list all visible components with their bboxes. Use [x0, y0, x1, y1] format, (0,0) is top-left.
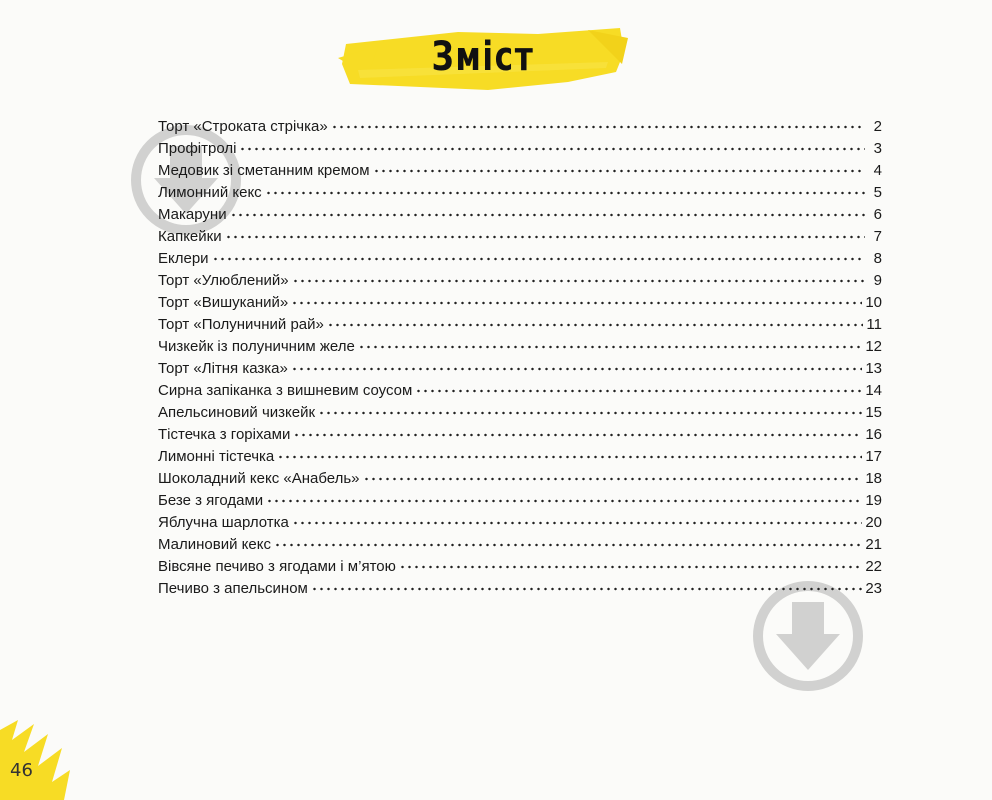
toc-row [158, 226, 882, 248]
toc-page-number: 15 [865, 404, 882, 421]
toc-row [158, 578, 882, 600]
toc-page-number: 6 [873, 206, 882, 223]
toc-page-number: 12 [865, 338, 882, 355]
toc-row [158, 556, 882, 578]
toc-page-number: 23 [865, 580, 882, 597]
toc-page-number: 14 [865, 382, 882, 399]
toc-page-number: 2 [873, 118, 882, 135]
toc-entry-title: Профітролі [158, 140, 237, 157]
dot-leader [331, 125, 865, 129]
toc-row [158, 446, 882, 468]
toc-entry-title: Медовик зі сметанним кремом [158, 162, 370, 179]
toc-entry-title: Яблучна шарлотка [158, 514, 289, 531]
toc-page-number: 11 [866, 316, 882, 333]
toc-row [158, 292, 882, 314]
dot-leader [274, 543, 862, 547]
corner-brush-stroke [0, 700, 70, 800]
toc-entry-title: Печиво з апельсином [158, 580, 308, 597]
toc-page-number: 9 [873, 272, 882, 289]
toc-entry-title: Торт «Літня казка» [158, 360, 288, 377]
dot-leader [363, 477, 863, 481]
toc-row [158, 182, 882, 204]
dot-leader [266, 499, 862, 503]
toc-page-number: 10 [865, 294, 882, 311]
toc-entry-title: Малиновий кекс [158, 536, 271, 553]
dot-leader [239, 147, 865, 151]
toc-row [158, 314, 882, 336]
toc-row [158, 402, 882, 424]
toc-page-number: 3 [873, 140, 882, 157]
dot-leader [293, 433, 862, 437]
dot-leader [277, 455, 862, 459]
dot-leader [212, 257, 865, 261]
toc-row [158, 138, 882, 160]
toc-entry-title: Капкейки [158, 228, 222, 245]
dot-leader [292, 279, 865, 283]
toc-page-number: 13 [865, 360, 882, 377]
toc-row [158, 512, 882, 534]
dot-leader [373, 169, 865, 173]
toc-row [158, 160, 882, 182]
toc-page-number: 17 [865, 448, 882, 465]
toc-page-number: 4 [873, 162, 882, 179]
toc-entry-title: Торт «Полуничний рай» [158, 316, 324, 333]
page-number: 46 [10, 760, 33, 781]
toc-entry-title: Вівсяне печиво з ягодами і м’ятою [158, 558, 396, 575]
toc-entry-title: Чизкейк із полуничним желе [158, 338, 355, 355]
dot-leader [311, 587, 862, 591]
toc-entry-title: Торт «Вишуканий» [158, 294, 289, 311]
toc-entry-title: Шоколадний кекс «Анабель» [158, 470, 360, 487]
dot-leader [415, 389, 862, 393]
table-of-contents [158, 116, 882, 600]
page-title: Зміст [431, 34, 535, 80]
dot-leader [358, 345, 863, 349]
dot-leader [265, 191, 865, 195]
toc-row [158, 490, 882, 512]
toc-page-number: 22 [865, 558, 882, 575]
toc-entry-title: Безе з ягодами [158, 492, 264, 509]
toc-page-number: 5 [873, 184, 882, 201]
toc-row [158, 248, 882, 270]
toc-entry-title: Торт «Строката стрічка» [158, 118, 328, 135]
dot-leader [327, 323, 864, 327]
dot-leader [399, 565, 862, 569]
toc-row [158, 270, 882, 292]
toc-row [158, 380, 882, 402]
toc-entry-title: Торт «Улюблений» [158, 272, 289, 289]
toc-row [158, 204, 882, 226]
toc-entry-title: Тістечка з горіхами [158, 426, 291, 443]
toc-page-number: 21 [865, 536, 882, 553]
dot-leader [291, 301, 862, 305]
toc-entry-title: Макаруни [158, 206, 227, 223]
toc-entry-title: Лимонні тістечка [158, 448, 275, 465]
toc-entry-title: Лимонний кекс [158, 184, 262, 201]
dot-leader [230, 213, 865, 217]
toc-row [158, 424, 882, 446]
toc-row [158, 358, 882, 380]
dot-leader [291, 367, 862, 371]
dot-leader [318, 411, 862, 415]
toc-row [158, 336, 882, 358]
toc-row [158, 116, 882, 138]
dot-leader [292, 521, 862, 525]
toc-row [158, 468, 882, 490]
toc-entry-title: Еклери [158, 250, 209, 267]
toc-page-number: 8 [873, 250, 882, 267]
toc-entry-title: Апельсиновий чизкейк [158, 404, 316, 421]
toc-row [158, 534, 882, 556]
toc-page-number: 16 [865, 426, 882, 443]
toc-page-number: 20 [865, 514, 882, 531]
toc-page-number: 18 [865, 470, 882, 487]
dot-leader [225, 235, 865, 239]
toc-entry-title: Сирна запіканка з вишневим соусом [158, 382, 413, 399]
toc-page-number: 7 [873, 228, 882, 245]
title-banner [338, 24, 628, 96]
toc-page-number: 19 [865, 492, 882, 509]
